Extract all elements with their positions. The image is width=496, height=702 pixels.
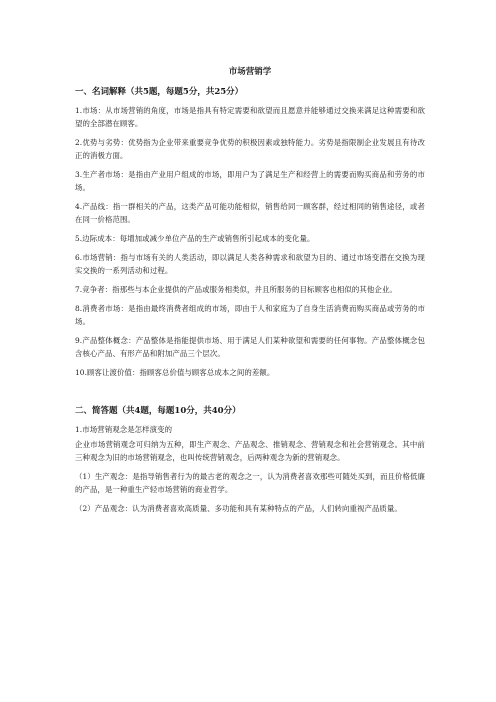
definition-list: [75, 104, 425, 379]
definition-item: 1.市场：从市场营销的角度，市场是指具有特定需要和欲望而且愿意并能够通过交换来满足这种需要和欲望的全部潜在顾客。: [75, 106, 425, 128]
answer-paragraph: （2）产品观念：认为消费者喜欢高质量、多功能和具有某种特点的产品，人们转向重视产品质量。: [75, 504, 402, 513]
document-page: [75, 66, 425, 521]
section-heading-short-answer: 二、简答题（共4题，每题10分，共40分）: [75, 406, 241, 416]
section-spacer: [75, 385, 425, 405]
definition-item: 3.生产者市场：是指由产业用户组成的市场，即用户为了满足生产和经营上的需要而购买商品和劳务的市场。: [75, 170, 425, 192]
answer-paragraph: （1）生产观念：是指导销售者行为的最古老的观念之一，认为消费者喜欢那些可随处买到，而且价格低廉的产品，是一种重生产轻市场营销的商业哲学。: [75, 472, 425, 494]
definition-item: 5.边际成本：每增加或减少单位产品的生产或销售所引起成本的变化量。: [75, 234, 315, 243]
definition-item: 10.顾客让渡价值：指顾客总价值与顾客总成本之间的差额。: [75, 368, 275, 377]
question-title: 1.市场营销观念是怎样演变的: [75, 425, 173, 434]
definition-item: 7.竞争者：指那些与本企业提供的产品或服务相类似，并且所服务的目标顾客也相似的其他企业。: [75, 285, 397, 294]
definition-item: 6.市场营销：指与市场有关的人类活动，即以满足人类各种需求和欲望为目的、通过市场变潜在交换为现实交换的一系列活动和过程。: [75, 253, 425, 275]
document-title: 市场营销学: [228, 67, 272, 77]
definition-item: 9.产品整体概念：产品整体是指能提供市场、用于满足人们某种欲望和需要的任何事物。产品整体概念包含核心产品、有形产品和附加产品三个层次。: [75, 336, 425, 358]
definition-item: 2.优势与劣势：优势指为企业带来重要竞争优势的积极因素或独特能力。劣势是指限制企业发展且有待改正的消极方面。: [75, 138, 425, 160]
definition-item: 4.产品线：指一群相关的产品，这类产品可能功能相似，销售给同一顾客群，经过相同的销售途径，或者在同一价格范围。: [75, 202, 425, 224]
section-heading-definitions: 一、名词解释（共5题，每题5分，共25分）: [75, 87, 244, 97]
definition-item: 8.消费者市场：是指由最终消费者组成的市场，即由于人和家庭为了自身生活消费而购买商品或劳务的市场。: [75, 304, 425, 326]
answer-paragraph: 企业市场营销观念可归纳为五种，即生产观念、产品观念、推销观念、营销观念和社会营销观念。其中前三种观念为旧的市场营销观念，也叫传统营销观念，后两种观念为新的营销观念。: [75, 440, 425, 462]
